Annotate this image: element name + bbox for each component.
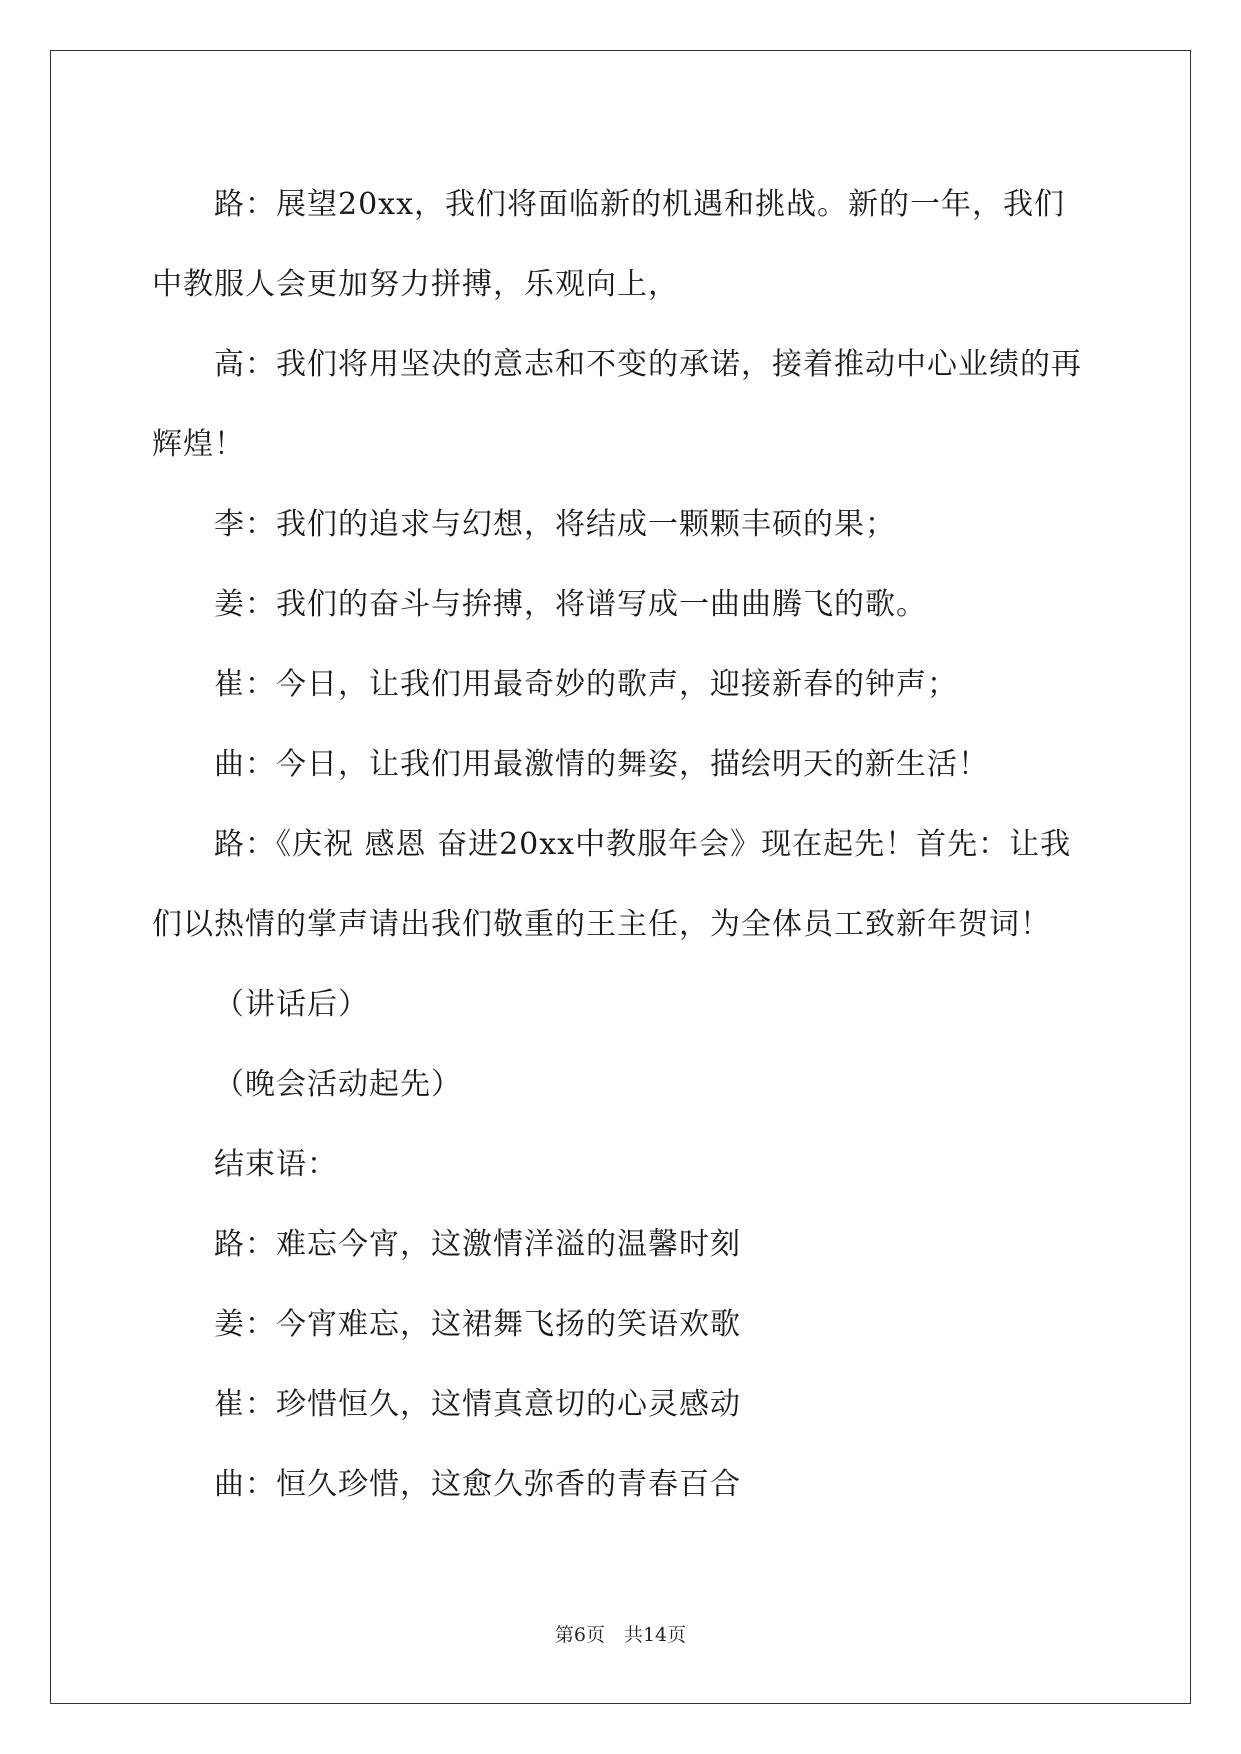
paragraph: 崔：今日，让我们用最奇妙的歌声，迎接新春的钟声； <box>214 667 958 702</box>
paragraph: 路：难忘今宵，这激情洋溢的温馨时刻 <box>214 1227 741 1262</box>
paragraph: （晚会活动起先） <box>214 1067 462 1102</box>
paragraph: 路：《庆祝 感恩 奋进20xx中教服年会》现在起先！首先：让我们以热情的掌声请出我们敬重的王主任，为全体员工致新年贺词！ <box>152 827 1072 942</box>
paragraph: 结束语： <box>214 1147 338 1182</box>
paragraph: 曲：今日，让我们用最激情的舞姿，描绘明天的新生活！ <box>214 747 989 782</box>
paragraph: 崔：珍惜恒久，这情真意切的心灵感动 <box>214 1387 741 1422</box>
paragraph: 李：我们的追求与幻想，将结成一颗颗丰硕的果； <box>214 507 896 542</box>
paragraph: 高：我们将用坚决的意志和不变的承诺，接着推动中心业绩的再辉煌！ <box>152 347 1082 462</box>
page-footer: 第6页 共14页 <box>554 1624 687 1646</box>
paragraph: 曲：恒久珍惜，这愈久弥香的青春百合 <box>214 1467 741 1502</box>
document-body <box>152 165 1092 1525</box>
paragraph: （讲话后） <box>214 987 369 1022</box>
paragraph: 姜：今宵难忘，这裙舞飞扬的笑语欢歌 <box>214 1307 741 1342</box>
paragraph: 路：展望20xx，我们将面临新的机遇和挑战。新的一年，我们中教服人会更加努力拼搏，乐观向上， <box>152 187 1066 302</box>
paragraph: 姜：我们的奋斗与拚搏，将谱写成一曲曲腾飞的歌。 <box>214 587 927 622</box>
